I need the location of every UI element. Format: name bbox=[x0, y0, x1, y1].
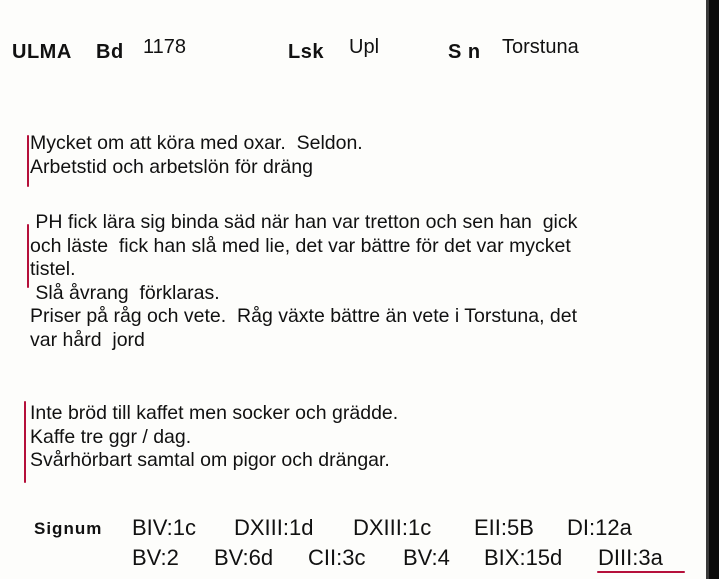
signum-code: EII:5B bbox=[474, 515, 534, 540]
card-header bbox=[12, 36, 692, 66]
note-line: Svårhörbart samtal om pigor och drängar. bbox=[30, 449, 390, 471]
note-block-2 bbox=[30, 211, 577, 352]
note-line: tistel. bbox=[30, 258, 76, 280]
margin-mark-3 bbox=[24, 401, 26, 483]
note-line: Slå åvrang förklaras. bbox=[30, 281, 220, 304]
note-line: Arbetstid och arbetslön för dräng bbox=[30, 155, 313, 178]
signum-code-highlighted: DIII:3a bbox=[598, 545, 663, 570]
note-line: Priser på råg och vete. Råg växte bättre än vete i Torstuna, det bbox=[30, 305, 578, 327]
archive-label: ULMA bbox=[12, 41, 72, 63]
note-line: PH fick lära sig binda säd när han var tretton och sen han gick bbox=[30, 211, 578, 233]
note-line: var hård jord bbox=[30, 328, 145, 351]
signum-code: BV:6d bbox=[214, 545, 274, 570]
signum-code: CII:3c bbox=[308, 545, 366, 570]
sn-label: S n bbox=[448, 41, 481, 63]
note-block-1 bbox=[30, 132, 363, 179]
note-line: Inte bröd till kaffet men socker och grädde. bbox=[30, 402, 399, 424]
margin-mark-1 bbox=[27, 135, 29, 187]
signum-label: Signum bbox=[34, 519, 103, 538]
signum-row-1 bbox=[0, 515, 706, 545]
note-line: Mycket om att köra med oxar. Seldon. bbox=[30, 132, 363, 154]
signum-code: BV:2 bbox=[132, 545, 179, 570]
signum-code: BIV:1c bbox=[132, 515, 196, 540]
note-block-3 bbox=[30, 402, 398, 473]
signum-code: DXIII:1c bbox=[353, 515, 432, 540]
bd-value: 1178 bbox=[143, 36, 187, 58]
signum-code: BIX:15d bbox=[484, 545, 563, 570]
signum-code: DI:12a bbox=[567, 515, 632, 540]
lsk-value: Upl bbox=[349, 36, 380, 58]
scan-edge bbox=[706, 0, 719, 579]
margin-mark-2 bbox=[27, 224, 29, 288]
lsk-label: Lsk bbox=[288, 41, 324, 63]
sn-value: Torstuna bbox=[502, 36, 579, 58]
signum-code: DXIII:1d bbox=[234, 515, 314, 540]
signum-underline bbox=[597, 571, 685, 573]
bd-label: Bd bbox=[96, 41, 124, 63]
signum-code: BV:4 bbox=[403, 545, 450, 570]
note-line: Kaffe tre ggr / dag. bbox=[30, 425, 192, 448]
note-line: och läste fick han slå med lie, det var bättre för det var mycket bbox=[30, 234, 571, 257]
